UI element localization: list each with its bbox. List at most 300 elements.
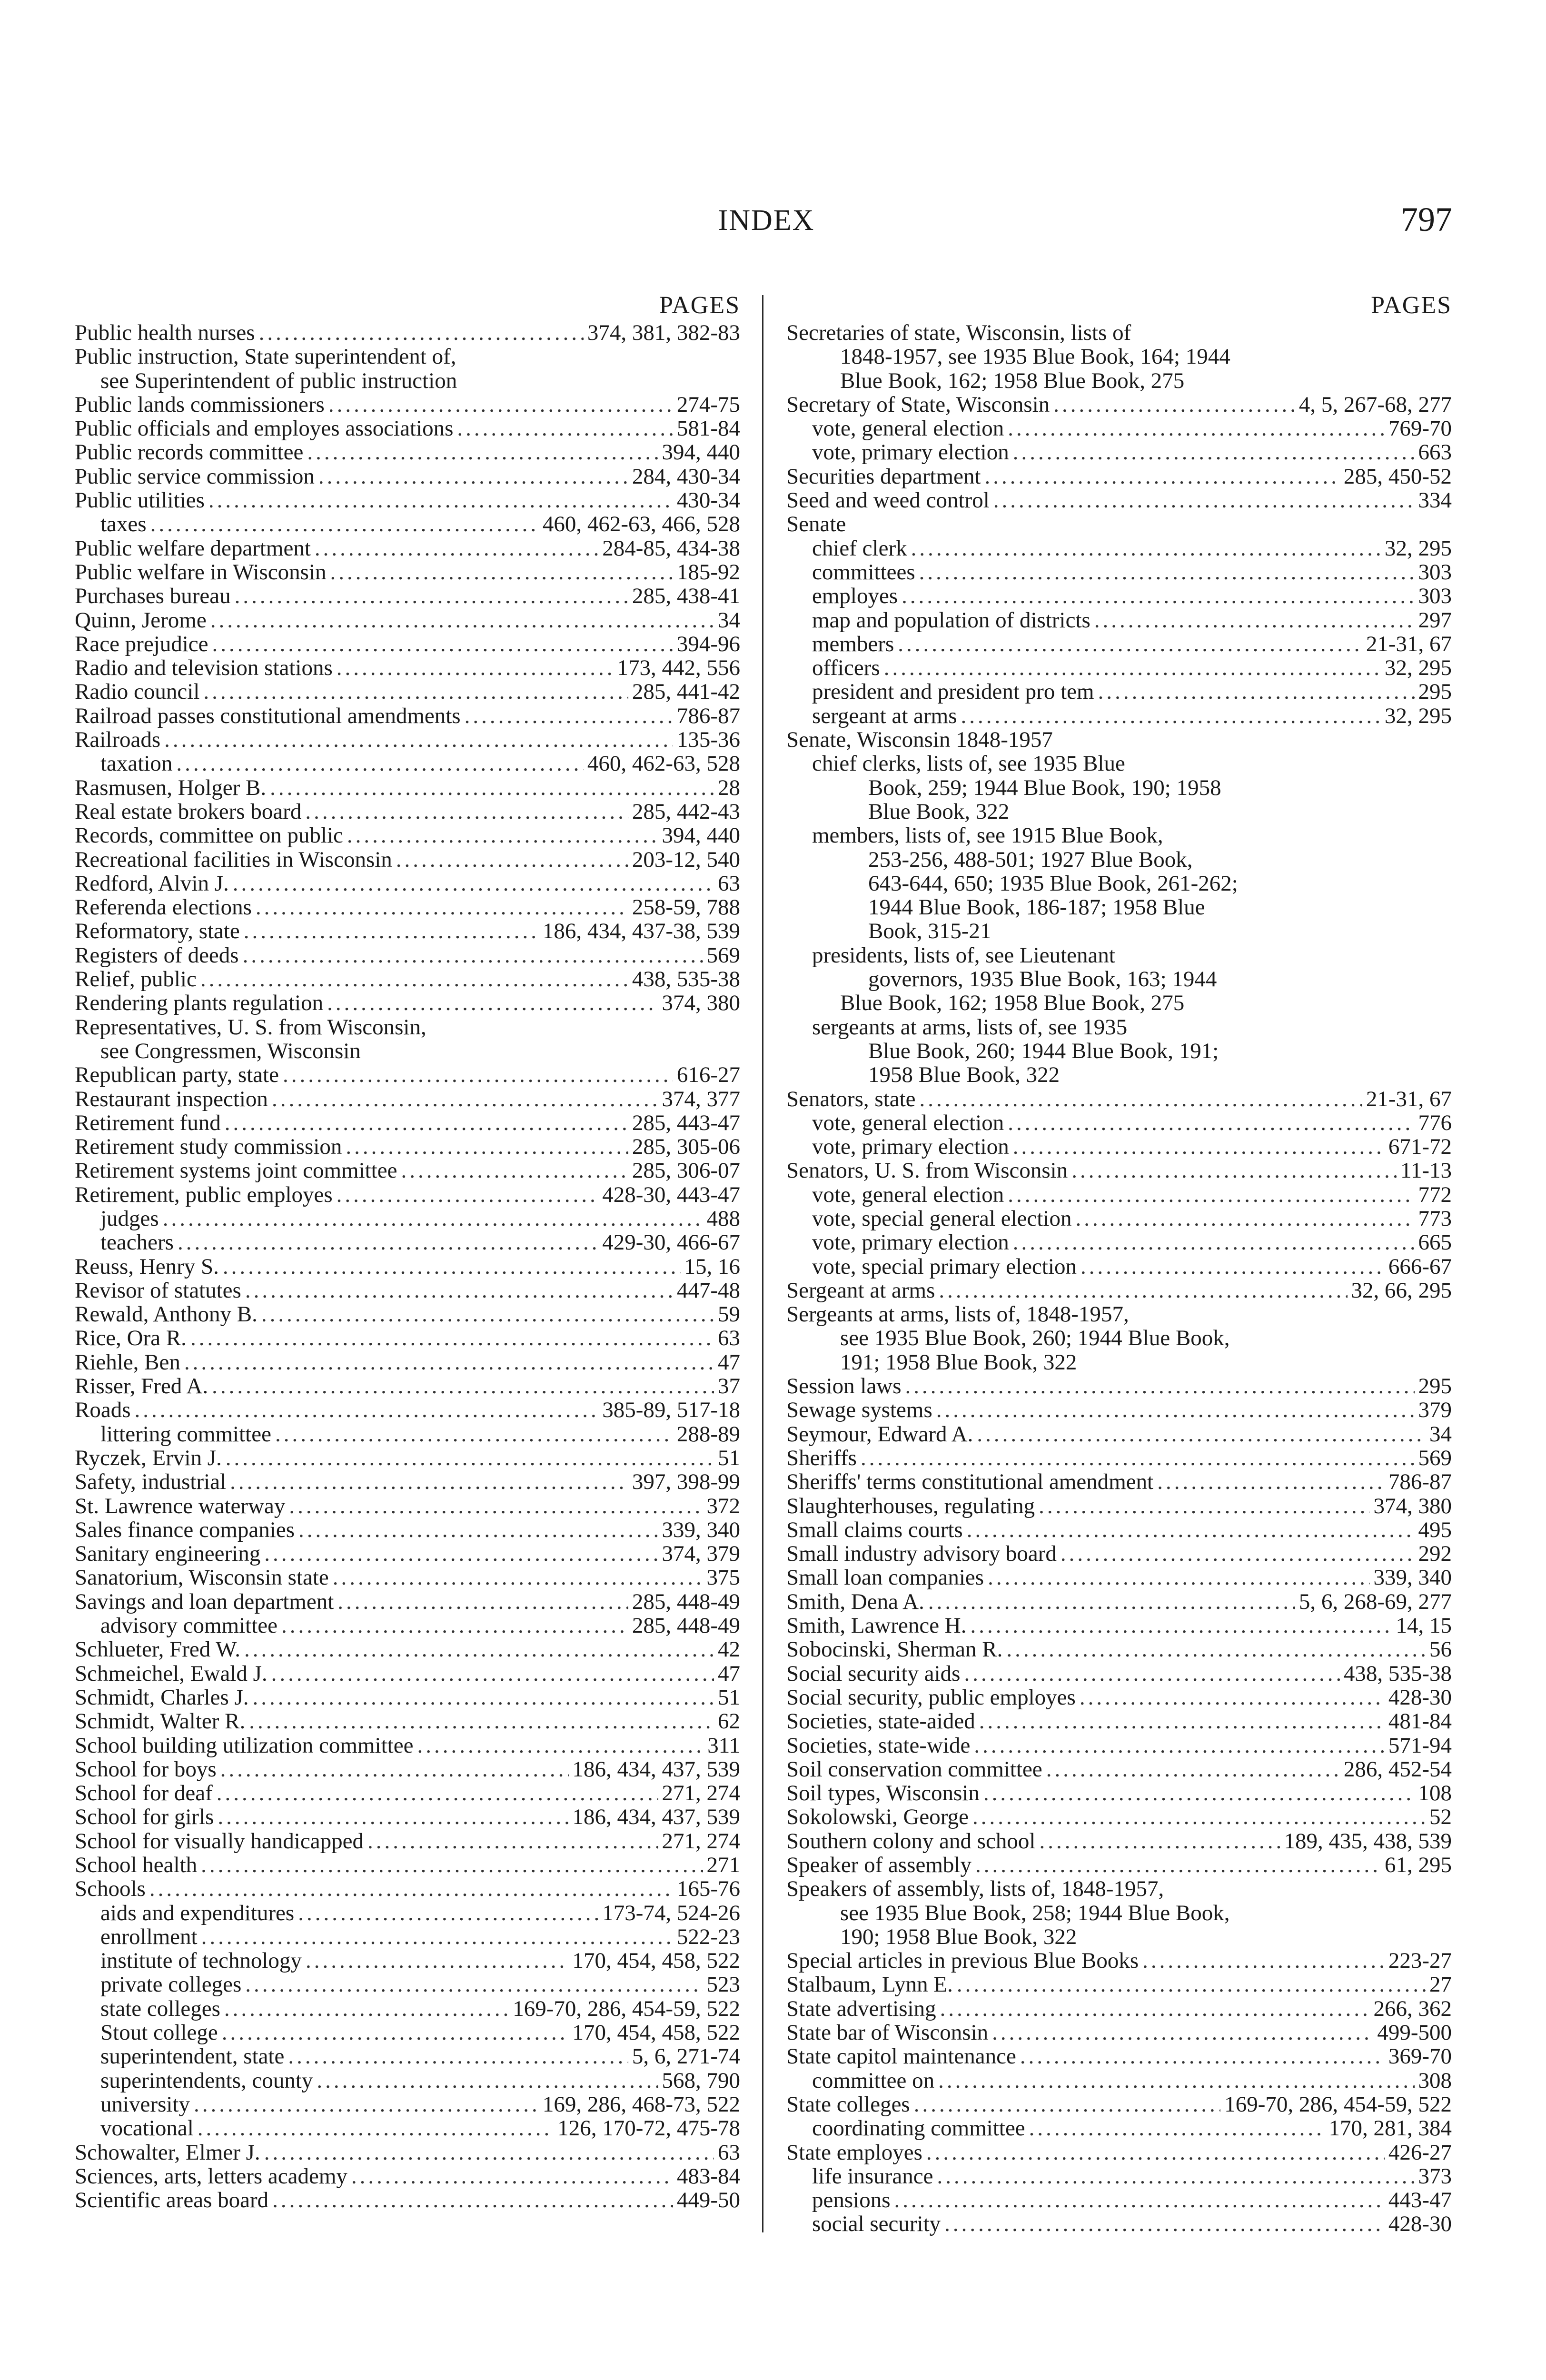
dot-leader xyxy=(894,2188,1385,2212)
dot-leader xyxy=(245,1279,673,1302)
entry-pages: 63 xyxy=(718,1326,740,1351)
index-entry xyxy=(786,728,1452,752)
entry-label: Schmidt, Walter R. xyxy=(75,1709,246,1734)
entry-label: Sheriffs xyxy=(786,1445,857,1470)
entry-label: Radio council xyxy=(75,679,200,704)
entry-pages: 258-59, 788 xyxy=(632,895,740,920)
entry-label: Recreational facilities in Wisconsin xyxy=(75,847,392,872)
index-entry xyxy=(786,2092,1452,2116)
dot-leader xyxy=(993,488,1415,512)
entry-label: Sanitary engineering xyxy=(75,1541,261,1567)
entry-label: Securities department xyxy=(786,464,981,489)
entry-pages: 769-70 xyxy=(1388,416,1452,441)
index-entry xyxy=(75,943,740,967)
entry-pages: 32, 295 xyxy=(1385,703,1452,728)
entry-label: Railroads xyxy=(75,727,161,753)
entry-pages: 394, 440 xyxy=(662,823,740,848)
index-entry xyxy=(75,1709,740,1733)
entry-pages: 15, 16 xyxy=(684,1254,740,1279)
index-entry xyxy=(786,1662,1452,1686)
entry-label: Social security aids xyxy=(786,1661,961,1686)
entry-label: members xyxy=(812,631,894,656)
page-number: 797 xyxy=(1401,200,1452,238)
dot-leader xyxy=(230,1470,628,1494)
entry-pages: 170, 454, 458, 522 xyxy=(572,1948,740,1973)
entry-label: Rendering plants regulation xyxy=(75,991,324,1016)
entry-label: president and president pro tem xyxy=(812,679,1094,704)
entry-label: School for boys xyxy=(75,1756,217,1782)
entry-label: State colleges xyxy=(786,2092,910,2117)
entry-pages: 295 xyxy=(1418,679,1452,704)
entry-label: Stalbaum, Lynn E. xyxy=(786,1972,953,1997)
index-entry xyxy=(786,1255,1452,1279)
index-entry xyxy=(75,1135,740,1159)
entry-label: vote, primary election xyxy=(812,1134,1009,1160)
entry-label: Sokolowski, George xyxy=(786,1805,969,1830)
entry-pages: 52 xyxy=(1429,1805,1452,1830)
entry-label: Risser, Fred A. xyxy=(75,1374,208,1399)
index-entry xyxy=(786,1877,1452,1901)
index-entry xyxy=(75,967,740,991)
entry-pages: 37 xyxy=(718,1374,740,1399)
entry-pages: 397, 398-99 xyxy=(632,1469,740,1495)
entry-label: Slaughterhouses, regulating xyxy=(786,1493,1035,1518)
entry-pages: 34 xyxy=(718,607,740,633)
entry-pages: 223-27 xyxy=(1388,1948,1452,1973)
dot-leader xyxy=(1029,2116,1325,2140)
index-entry xyxy=(75,1326,740,1350)
dot-leader xyxy=(1008,1183,1414,1207)
dot-leader xyxy=(275,1422,673,1446)
dot-leader xyxy=(1094,608,1415,632)
entry-label: members, lists of, see 1915 Blue Book, xyxy=(812,823,1163,848)
entry-label: St. Lawrence waterway xyxy=(75,1493,286,1518)
dot-leader xyxy=(902,584,1414,608)
entry-pages: 426-27 xyxy=(1388,2140,1452,2165)
entry-label: School for deaf xyxy=(75,1781,213,1806)
index-entry xyxy=(75,1781,740,1805)
dot-leader xyxy=(401,1159,628,1182)
index-entry xyxy=(75,1686,740,1709)
dot-leader xyxy=(1013,1230,1415,1254)
dot-leader xyxy=(983,1781,1415,1805)
index-entry xyxy=(75,776,740,800)
entry-pages: 288-89 xyxy=(676,1421,740,1447)
entry-pages: 776 xyxy=(1418,1110,1452,1135)
dot-leader xyxy=(940,1997,1370,2021)
dot-leader xyxy=(1039,1494,1369,1518)
entry-label: Secretary of State, Wisconsin xyxy=(786,392,1050,417)
entry-pages: 32, 66, 295 xyxy=(1351,1278,1452,1303)
entry-label: State employes xyxy=(786,2140,922,2165)
entry-label: private colleges xyxy=(100,1972,242,1997)
entry-label: Records, committee on public xyxy=(75,823,343,848)
index-entry xyxy=(75,1183,740,1207)
index-column-left xyxy=(75,290,740,2212)
index-entry xyxy=(786,1374,1452,1398)
dot-leader xyxy=(249,1709,714,1733)
dot-leader xyxy=(305,800,628,823)
entry-label: Sanatorium, Wisconsin state xyxy=(75,1565,329,1590)
entry-label: vote, special general election xyxy=(812,1206,1072,1231)
entry-pages: 170, 454, 458, 522 xyxy=(572,2020,740,2045)
entry-label: Reuss, Henry S. xyxy=(75,1254,219,1279)
index-entry xyxy=(75,584,740,608)
entry-label: Book, 259; 1944 Blue Book, 190; 1958 xyxy=(868,775,1221,800)
dot-leader xyxy=(306,1949,569,1973)
entry-label: 190; 1958 Blue Book, 322 xyxy=(840,1924,1077,1949)
index-entry xyxy=(75,704,740,728)
entry-label: Rasmusen, Holger B. xyxy=(75,775,267,800)
dot-leader xyxy=(1020,2044,1385,2068)
entry-label: Public lands commissioners xyxy=(75,392,325,417)
entry-label: presidents, lists of, see Lieutenant xyxy=(812,942,1115,968)
dot-leader xyxy=(337,1590,628,1614)
dot-leader xyxy=(245,1973,703,1996)
entry-pages: 460, 462-63, 528 xyxy=(587,751,740,776)
index-entry xyxy=(75,1901,740,1925)
entry-pages: 569 xyxy=(706,942,740,968)
index-entry xyxy=(786,943,1452,967)
index-entry xyxy=(75,1039,740,1063)
column-divider xyxy=(762,295,763,2232)
entry-label: Small loan companies xyxy=(786,1565,984,1590)
index-entry xyxy=(75,1279,740,1302)
index-entry xyxy=(786,369,1452,393)
index-entry xyxy=(75,2069,740,2092)
index-entry xyxy=(786,1302,1452,1326)
dot-leader xyxy=(1075,1207,1414,1230)
index-entry xyxy=(786,1709,1452,1733)
index-entry xyxy=(75,848,740,872)
index-entry xyxy=(786,919,1452,943)
dot-leader xyxy=(333,1566,703,1589)
dot-leader xyxy=(961,704,1381,728)
dot-leader xyxy=(264,1542,658,1566)
index-entry xyxy=(786,416,1452,440)
dot-leader xyxy=(235,584,628,608)
index-entry xyxy=(75,608,740,632)
dot-leader xyxy=(225,1111,628,1135)
entry-label: Public health nurses xyxy=(75,320,255,345)
index-entry xyxy=(75,2044,740,2068)
entry-pages: 11-13 xyxy=(1400,1158,1452,1183)
index-entry xyxy=(786,1518,1452,1542)
entry-label: state colleges xyxy=(100,1996,220,2021)
index-entry xyxy=(75,369,740,393)
index-entry xyxy=(75,680,740,704)
entry-pages: 284, 430-34 xyxy=(632,464,740,489)
dot-leader xyxy=(898,632,1362,656)
entry-pages: 170, 281, 384 xyxy=(1328,2116,1452,2141)
entry-pages: 47 xyxy=(718,1661,740,1686)
entry-label: vote, general election xyxy=(812,416,1004,441)
dot-leader xyxy=(317,2069,658,2092)
entry-label: Secretaries of state, Wisconsin, lists of xyxy=(786,320,1131,345)
entry-label: Southern colony and school xyxy=(786,1828,1036,1854)
index-entry xyxy=(786,1446,1452,1470)
dot-leader xyxy=(176,752,583,775)
entry-pages: 51 xyxy=(718,1445,740,1470)
dot-leader xyxy=(261,1302,714,1326)
entry-label: Schowalter, Elmer J. xyxy=(75,2140,260,2165)
dot-leader xyxy=(1008,416,1385,440)
index-entry xyxy=(786,2188,1452,2212)
dot-leader xyxy=(964,1662,1339,1686)
entry-pages: 284-85, 434-38 xyxy=(602,536,740,561)
dot-leader xyxy=(957,1973,1426,1996)
dot-leader xyxy=(135,1398,599,1422)
entry-pages: 581-84 xyxy=(676,416,740,441)
entry-label: coordinating committee xyxy=(812,2116,1025,2141)
entry-label: university xyxy=(100,2092,190,2117)
index-entry xyxy=(75,1590,740,1614)
entry-label: Referenda elections xyxy=(75,895,252,920)
dot-leader xyxy=(992,2021,1373,2044)
entry-label: Senators, U. S. from Wisconsin xyxy=(786,1158,1068,1183)
entry-label: vote, primary election xyxy=(812,1230,1009,1255)
dot-leader xyxy=(911,536,1381,560)
index-entry xyxy=(75,1518,740,1542)
index-entry xyxy=(786,848,1452,872)
entry-label: 643-644, 650; 1935 Blue Book, 261-262; xyxy=(868,871,1238,896)
entry-label: sergeants at arms, lists of, see 1935 xyxy=(812,1014,1128,1040)
entry-pages: 438, 535-38 xyxy=(632,967,740,992)
dot-leader xyxy=(465,704,673,728)
index-entry xyxy=(75,1949,740,1973)
entry-pages: 286, 452-54 xyxy=(1343,1756,1452,1782)
entry-pages: 285, 441-42 xyxy=(632,679,740,704)
index-entry xyxy=(75,2164,740,2188)
entry-pages: 203-12, 540 xyxy=(632,847,740,872)
dot-leader xyxy=(926,2141,1385,2164)
entry-pages: 303 xyxy=(1418,559,1452,585)
dot-leader xyxy=(988,1566,1369,1589)
entry-pages: 126, 170-72, 475-78 xyxy=(557,2116,740,2141)
entry-pages: 285, 448-49 xyxy=(632,1613,740,1638)
dot-leader xyxy=(861,1446,1415,1470)
entry-pages: 379 xyxy=(1418,1398,1452,1423)
index-entry xyxy=(75,1757,740,1781)
index-entry xyxy=(75,991,740,1015)
entry-pages: 169-70, 286, 454-59, 522 xyxy=(513,1996,740,2021)
entry-pages: 308 xyxy=(1418,2068,1452,2093)
dot-leader xyxy=(307,440,658,464)
index-entry xyxy=(75,1805,740,1829)
dot-leader xyxy=(272,2188,673,2212)
dot-leader xyxy=(163,1207,703,1230)
entry-pages: 786-87 xyxy=(676,703,740,728)
dot-leader xyxy=(203,680,628,704)
index-entry xyxy=(786,1422,1452,1446)
dot-leader xyxy=(971,1614,1392,1637)
dot-leader xyxy=(233,872,714,895)
dot-leader xyxy=(184,1350,714,1374)
dot-leader xyxy=(281,1614,628,1637)
entry-pages: 374, 381, 382-83 xyxy=(587,320,740,345)
index-entry xyxy=(75,1877,740,1901)
index-entry xyxy=(786,776,1452,800)
entry-label: Race prejudice xyxy=(75,631,208,656)
entry-label: Rewald, Anthony B. xyxy=(75,1302,258,1327)
dot-leader xyxy=(944,2212,1385,2236)
dot-leader xyxy=(222,2021,569,2044)
dot-leader xyxy=(224,1997,509,2021)
index-entry xyxy=(75,1255,740,1279)
dot-leader xyxy=(201,1853,703,1877)
entry-label: 1958 Blue Book, 322 xyxy=(868,1062,1060,1088)
entry-pages: 569 xyxy=(1418,1445,1452,1470)
entry-label: Sobocinski, Sherman R. xyxy=(786,1637,1003,1662)
dot-leader xyxy=(967,1518,1415,1542)
entry-label: social security xyxy=(812,2211,941,2237)
entry-pages: 297 xyxy=(1418,607,1452,633)
entry-label: Public welfare in Wisconsin xyxy=(75,559,327,585)
entry-label: 253-256, 488-501; 1927 Blue Book, xyxy=(868,847,1193,872)
entry-pages: 185-92 xyxy=(676,559,740,585)
dot-leader xyxy=(198,2116,554,2140)
entry-pages: 56 xyxy=(1429,1637,1452,1662)
entry-pages: 430-34 xyxy=(676,488,740,513)
index-entry xyxy=(786,2141,1452,2164)
index-entry xyxy=(75,345,740,368)
dot-leader xyxy=(283,1063,673,1087)
dot-leader xyxy=(243,943,703,967)
dot-leader xyxy=(884,656,1381,680)
index-entry xyxy=(786,1997,1452,2021)
entry-label: Small industry advisory board xyxy=(786,1541,1057,1567)
index-entry xyxy=(786,1039,1452,1063)
entry-pages: 772 xyxy=(1418,1182,1452,1207)
entry-label: Session laws xyxy=(786,1374,902,1399)
dot-leader xyxy=(337,656,614,680)
index-entry xyxy=(786,704,1452,728)
index-entry xyxy=(786,1183,1452,1207)
entry-pages: 285, 442-43 xyxy=(632,799,740,824)
entry-label: Republican party, state xyxy=(75,1062,279,1088)
entry-pages: 488 xyxy=(706,1206,740,1231)
entry-pages: 271 xyxy=(706,1853,740,1877)
entry-pages: 266, 362 xyxy=(1373,1996,1452,2021)
entry-label: Public instruction, State superintendent of, xyxy=(75,344,456,369)
entry-pages: 271, 274 xyxy=(662,1781,740,1806)
running-title: INDEX xyxy=(718,204,815,237)
entry-label: Railroad passes constitutional amendments xyxy=(75,703,461,728)
index-entry xyxy=(75,1207,740,1230)
index-entry xyxy=(786,536,1452,560)
entry-label: Social security, public employes xyxy=(786,1685,1076,1710)
entry-label: life insurance xyxy=(812,2163,933,2189)
index-entry xyxy=(75,1734,740,1757)
dot-leader xyxy=(244,1637,714,1661)
dot-leader xyxy=(1046,1757,1340,1781)
index-entry xyxy=(75,752,740,775)
dot-leader xyxy=(1071,1159,1397,1182)
entry-pages: 165-76 xyxy=(676,1876,740,1902)
dot-leader xyxy=(347,823,658,847)
entry-pages: 21-31, 67 xyxy=(1366,1086,1452,1111)
entry-pages: 438, 535-38 xyxy=(1343,1661,1452,1686)
index-entry xyxy=(786,1494,1452,1518)
entry-label: Sales finance companies xyxy=(75,1517,295,1542)
dot-leader xyxy=(212,1374,714,1398)
index-entry xyxy=(786,1063,1452,1087)
entry-label: chief clerk xyxy=(812,536,907,561)
index-entry xyxy=(786,1566,1452,1589)
index-entry xyxy=(786,1637,1452,1661)
entry-pages: 374, 380 xyxy=(1373,1493,1452,1518)
entry-label: see Congressmen, Wisconsin xyxy=(100,1038,361,1063)
dot-leader xyxy=(178,1230,598,1254)
entry-label: Rice, Ora R. xyxy=(75,1326,187,1351)
dot-leader xyxy=(905,1374,1415,1398)
dot-leader xyxy=(937,2164,1414,2188)
entry-pages: 4, 5, 267-68, 277 xyxy=(1298,392,1452,417)
dot-leader xyxy=(218,1805,568,1829)
entry-label: School for girls xyxy=(75,1805,214,1830)
entry-label: Ryczek, Ervin J. xyxy=(75,1445,222,1470)
dot-leader xyxy=(936,1398,1415,1422)
dot-leader xyxy=(985,465,1340,488)
entry-pages: 28 xyxy=(718,775,740,800)
index-entry xyxy=(75,1230,740,1254)
entry-label: Speakers of assembly, lists of, 1848-1957, xyxy=(786,1876,1164,1902)
index-entry xyxy=(786,321,1452,345)
index-entry xyxy=(75,895,740,919)
entry-label: committee on xyxy=(812,2068,935,2093)
entry-pages: 481-84 xyxy=(1388,1709,1452,1734)
entry-pages: 372 xyxy=(706,1493,740,1518)
index-entry xyxy=(75,416,740,440)
entry-pages: 51 xyxy=(718,1685,740,1710)
entry-pages: 135-36 xyxy=(676,727,740,753)
entry-pages: 460, 462-63, 466, 528 xyxy=(542,512,740,537)
dot-leader xyxy=(974,1734,1385,1757)
index-entry xyxy=(75,1973,740,1996)
entry-pages: 34 xyxy=(1429,1421,1452,1447)
index-entry xyxy=(75,1159,740,1182)
entry-label: Blue Book, 162; 1958 Blue Book, 275 xyxy=(840,991,1185,1016)
dot-leader xyxy=(977,1422,1426,1446)
entry-pages: 14, 15 xyxy=(1396,1613,1452,1638)
entry-pages: 616-27 xyxy=(676,1062,740,1088)
dot-leader xyxy=(330,560,673,584)
entry-label: Seed and weed control xyxy=(786,488,990,513)
entry-label: Radio and television stations xyxy=(75,655,333,681)
dot-leader xyxy=(1080,1686,1385,1709)
dot-leader xyxy=(272,1087,658,1111)
entry-pages: 428-30, 443-47 xyxy=(602,1182,740,1207)
entry-label: vote, general election xyxy=(812,1110,1004,1135)
entry-label: committees xyxy=(812,559,915,585)
entry-label: Blue Book, 322 xyxy=(868,799,1010,824)
entry-label: Retirement study commission xyxy=(75,1134,342,1160)
entry-label: Senate xyxy=(786,512,846,537)
entry-pages: 303 xyxy=(1418,584,1452,609)
index-entry xyxy=(75,872,740,895)
index-entry xyxy=(786,1757,1452,1781)
dot-leader xyxy=(208,488,673,512)
entry-pages: 186, 434, 437, 539 xyxy=(572,1756,740,1782)
index-entry xyxy=(786,1015,1452,1039)
entry-pages: 285, 305-06 xyxy=(632,1134,740,1160)
entry-label: Savings and loan department xyxy=(75,1589,334,1614)
entry-label: Public utilities xyxy=(75,488,205,513)
entry-label: Senators, state xyxy=(786,1086,916,1111)
entry-label: Seymour, Edward A. xyxy=(786,1421,973,1447)
dot-leader xyxy=(1006,1637,1426,1661)
entry-pages: 394-96 xyxy=(676,631,740,656)
